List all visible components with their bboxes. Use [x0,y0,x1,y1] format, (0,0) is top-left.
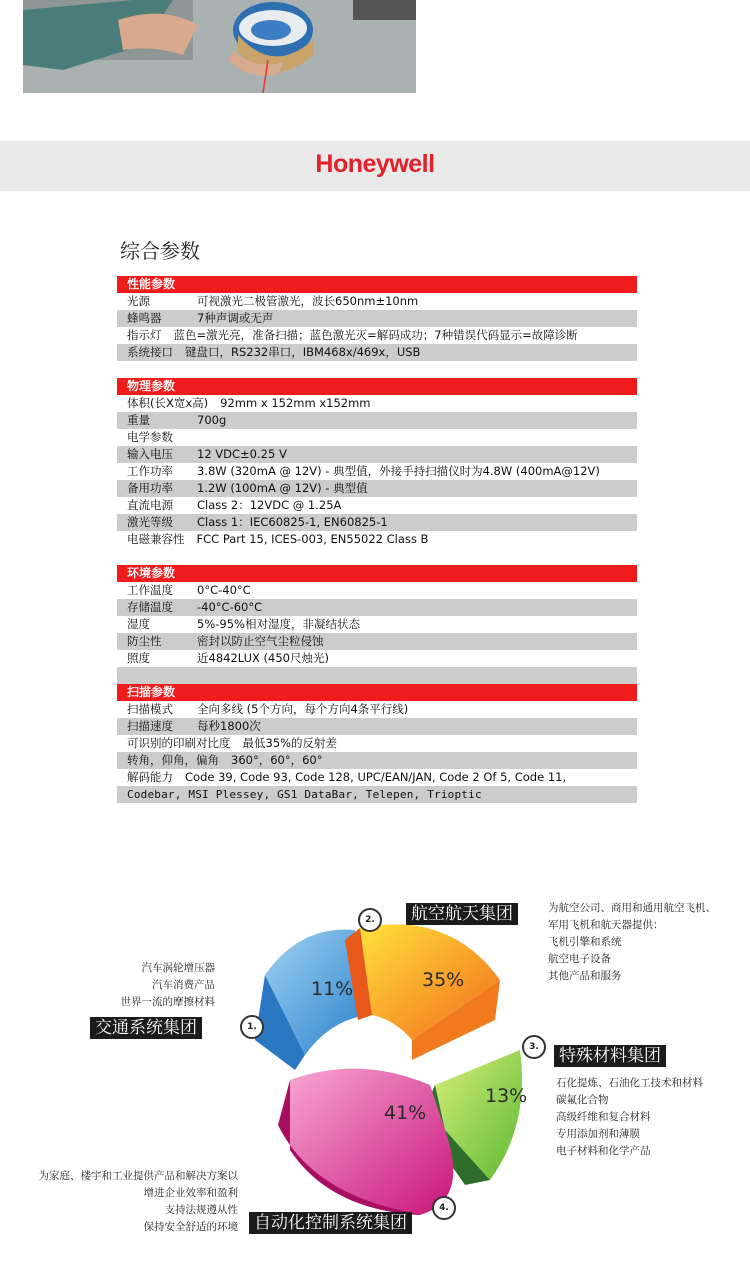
spec-label: 重量 [127,413,150,427]
honeywell-logo: Honeywell [315,150,435,178]
spec-label: 备用功率 [127,481,173,495]
spec-row [117,463,637,480]
spec-value: 最低35%的反射差 [242,736,338,750]
desc-line: 碳氟化合物 [556,1094,609,1106]
group-label-aerospace: 航空航天集团 [406,903,518,925]
product-photo [23,0,416,93]
desc-line: 保持安全舒适的环境 [143,1221,238,1233]
spec-label: 照度 [127,651,150,665]
group-number-2: 2. [358,908,382,932]
spacer [117,667,637,684]
spec-row [117,599,637,616]
brand-band [0,141,750,191]
business-groups-diagram [0,880,750,1288]
spec-value: 7种声调或无声 [197,311,274,325]
spec-value: Class 2：12VDC @ 1.25A [197,498,342,512]
spec-value: 3.8W (320mA @ 12V) - 典型值，外接手持扫描仪时为4.8W (400mA@12V) [197,464,600,478]
desc-line: 汽车消费产品 [152,979,215,991]
spacer [117,548,637,565]
desc-line: 石化提炼、石油化工技术和材料 [556,1077,703,1089]
spec-row [117,735,637,752]
spec-label: 电学参数 [127,430,173,444]
spec-row [117,752,637,769]
specs-title: 综合参数 [120,239,200,263]
spec-row [117,412,637,429]
desc-line: 军用飞机和航天器提供： [548,919,664,931]
spec-row [117,531,637,548]
desc-line: 其他产品和服务 [548,970,622,982]
spec-label: 输入电压 [127,447,173,461]
spec-value: FCC Part 15, ICES-003, EN55022 Class B [196,532,429,546]
spec-label: 激光等级 [127,515,173,529]
desc-materials [556,1075,703,1160]
spec-value: 键盘口，RS232串口，IBM468x/469x，USB [185,345,421,359]
spec-row [117,701,637,718]
section-header-scanning: 扫描参数 [117,684,637,701]
spec-row [117,344,637,361]
spec-row [117,293,637,310]
spec-label: 直流电源 [127,498,173,512]
spec-table [117,276,637,803]
spec-row [117,395,637,412]
spec-label: 解码能力 [127,770,173,784]
spec-value: 每秒1800次 [197,719,261,733]
section-header-environment: 环境参数 [117,565,637,582]
spec-value: 1.2W (100mA @ 12V) - 典型值 [197,481,368,495]
desc-line: 世界一流的摩擦材料 [120,996,215,1008]
desc-line: 飞机引擎和系统 [548,936,622,948]
group-label-automation: 自动化控制系统集团 [249,1212,412,1234]
spec-label: 存储温度 [127,600,173,614]
spec-value: 全向多线 (5个方向，每个方向4条平行线) [197,702,409,716]
desc-line: 航空电子设备 [548,953,611,965]
desc-line: 汽车涡轮增压器 [141,962,215,974]
spec-label: 蜂鸣器 [127,311,162,325]
desc-line: 增进企业效率和盈利 [143,1187,238,1199]
spec-value: 700g [197,413,227,427]
spec-value: Codebar, MSI Plessey, GS1 DataBar, Telepen, Trioptic [127,788,482,801]
spec-row [117,633,637,650]
spec-row [117,616,637,633]
desc-line: 专用添加剂和薄膜 [556,1128,640,1140]
spec-label: 转角，仰角，偏角 [127,753,219,767]
section-header-performance: 性能参数 [117,276,637,293]
spacer [117,361,637,378]
spec-label: 扫描速度 [127,719,173,733]
spec-label: 可识别的印刷对比度 [127,736,231,750]
group-label-transport: 交通系统集团 [90,1017,202,1039]
spec-label: 指示灯 [127,328,162,342]
spec-value: Code 39, Code 93, Code 128, UPC/EAN/JAN, Code 2 Of 5, Code 11, [185,770,567,784]
spec-value: 12 VDC±0.25 V [197,447,287,461]
group-label-materials: 特殊材料集团 [554,1045,666,1067]
spec-value: 360°，60°，60° [231,753,323,767]
pct-aerospace: 35% [422,969,465,991]
group-number-1: 1. [240,1015,264,1039]
pct-transport: 11% [311,978,354,1000]
spec-label: 工作功率 [127,464,173,478]
spec-row [117,769,637,786]
spec-row [117,718,637,735]
spec-row [117,446,637,463]
desc-aerospace [548,900,716,985]
spec-row [117,786,637,803]
spec-row [117,582,637,599]
group-number-3: 3. [522,1035,546,1059]
spec-row [117,429,637,446]
spec-label: 电磁兼容性 [127,532,185,546]
desc-line: 高级纤维和复合材料 [556,1111,651,1123]
spec-label: 防尘性 [127,634,162,648]
spec-label: 工作温度 [127,583,173,597]
spec-value: 92mm x 152mm x152mm [220,396,371,410]
desc-line: 为家庭、楼宇和工业提供产品和解决方案以 [38,1170,238,1182]
spec-label: 光源 [127,294,150,308]
spec-label: 湿度 [127,617,150,631]
spec-value: 0°C-40°C [197,583,251,597]
pct-automation: 41% [384,1102,427,1124]
spec-label: 系统接口 [127,345,173,359]
spec-row [117,497,637,514]
desc-line: 支持法规遵从性 [164,1204,238,1216]
spec-row [117,310,637,327]
segment-automation [290,1069,453,1215]
product-photo-illustration [23,0,416,93]
spec-row [117,514,637,531]
spec-value: 密封以防止空气尘粒侵蚀 [197,634,324,648]
spec-value: 可视激光二极管激光，波长650nm±10nm [197,294,419,308]
spec-row [117,650,637,667]
group-number-4: 4. [432,1196,456,1220]
desc-automation [39,1168,239,1236]
section-header-physical: 物理参数 [117,378,637,395]
desc-transport [121,960,216,1011]
spec-value: 5%-95%相对湿度，非凝结状态 [197,617,360,631]
spec-value: Class 1：IEC60825-1, EN60825-1 [197,515,388,529]
spec-row [117,480,637,497]
desc-line: 电子材料和化学产品 [556,1145,651,1157]
desc-line: 为航空公司、商用和通用航空飞机、 [548,902,716,914]
spec-label: 扫描模式 [127,702,173,716]
pct-materials: 13% [485,1085,528,1107]
spec-value: 近4842LUX (450尺烛光) [197,651,329,665]
spec-row [117,327,637,344]
spec-value: 蓝色=激光亮，准备扫描；蓝色激光灭=解码成功；7种错误代码显示=故障诊断 [173,328,578,342]
spec-label: 体积(长X宽x高) [127,396,209,410]
spec-value: -40°C-60°C [197,600,263,614]
